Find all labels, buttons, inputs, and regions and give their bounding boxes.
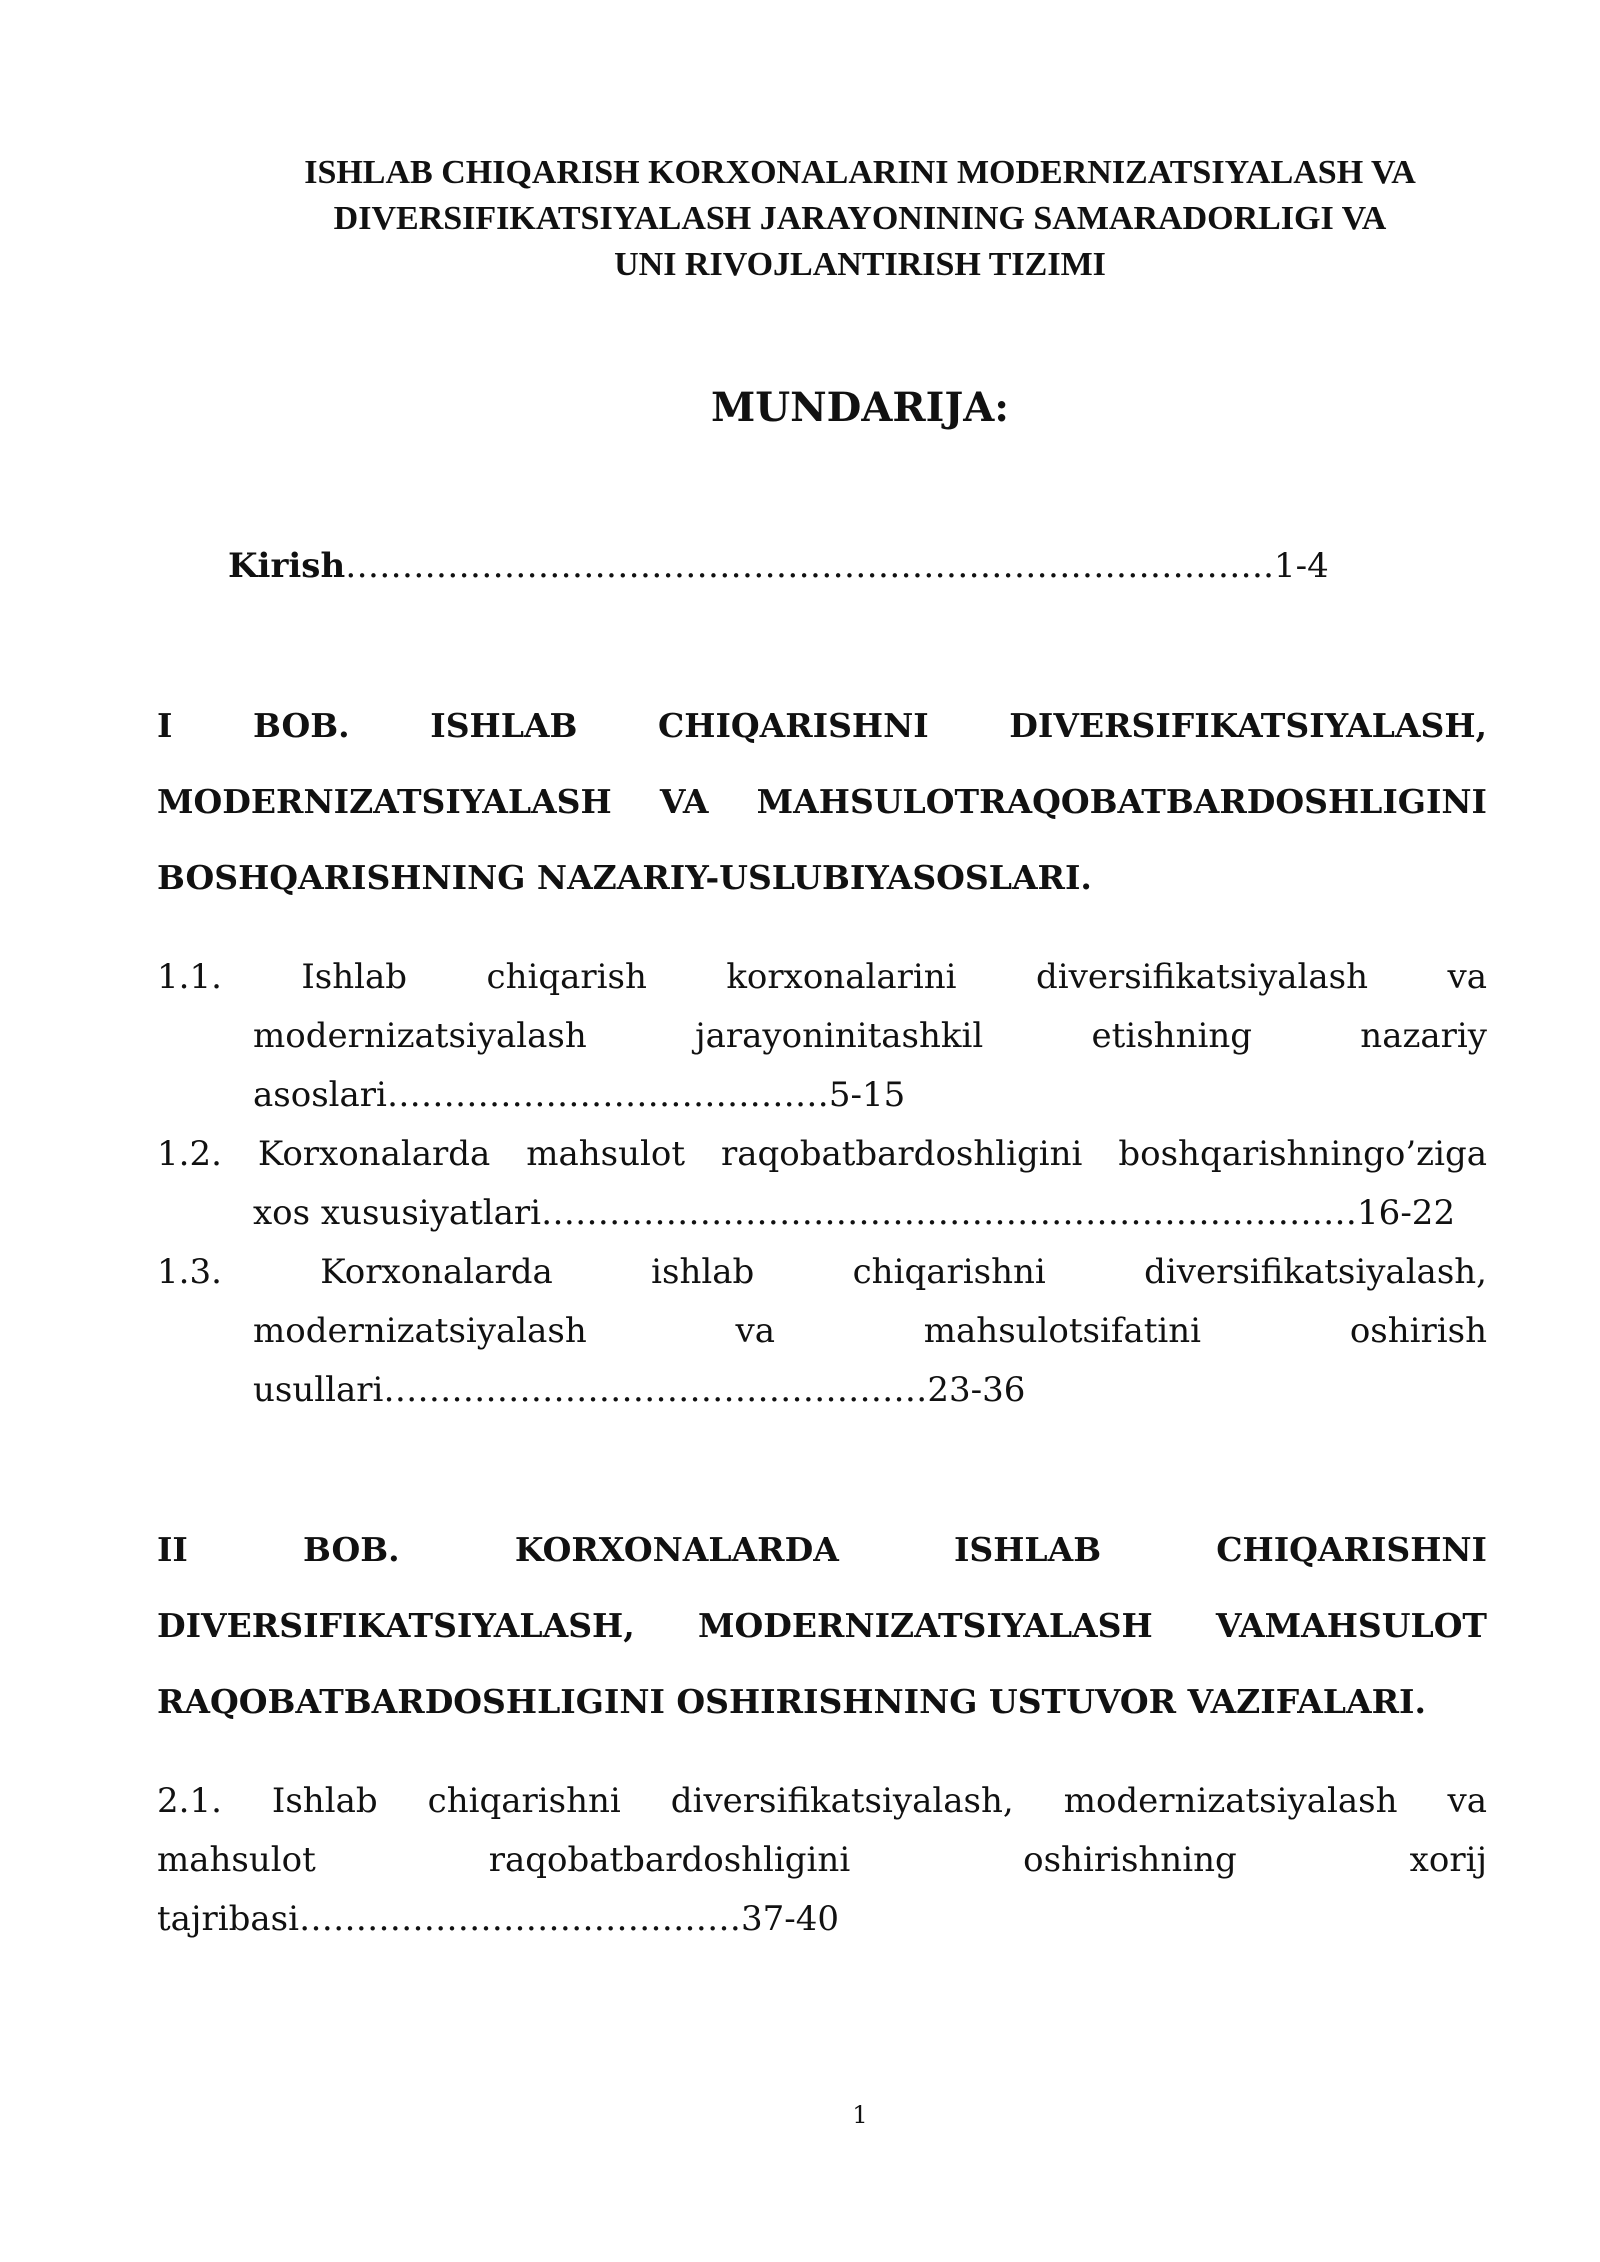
chapter-1-heading-line-2: MODERNIZATSIYALASH VA MAHSULOTRAQOBATBARDOSHLIGINI (157, 782, 1487, 821)
toc-entry-1-3-line-1: 1.3. Korxonalarda ishlab chiqarishni diversifikatsiyalash, (157, 1252, 1487, 1292)
toc-entry-1-2-line-2: xos xususiyatlari………………………………………………………………16-22 (253, 1193, 1456, 1233)
chapter-1-heading (157, 688, 1487, 916)
intro-leader: ………………………………………………………………………. (345, 546, 1274, 586)
title-line-3: UNI RIVOJLANTIRISH TIZIMI (614, 246, 1106, 283)
chapter-1-heading-line-3: BOSHQARISHNING NAZARIY-USLUBIYASOSLARI. (157, 858, 1092, 897)
page-number: 1 (852, 2101, 868, 2129)
toc-entry-2-1 (157, 1772, 1487, 1949)
chapter-2-heading-line-2: DIVERSIFIKATSIYALASH, MODERNIZATSIYALASH VAMAHSULOT (157, 1606, 1487, 1645)
toc-entry-1-1 (157, 948, 1487, 1125)
title-line-1: ISHLAB CHIQARISH KORXONALARINI MODERNIZATSIYALASH VA (304, 154, 1416, 191)
toc-entry-1-2-line-1: 1.2. Korxonalarda mahsulot raqobatbardoshligini boshqarishningo’ziga (157, 1134, 1487, 1174)
chapter-1-heading-line-1: I BOB. ISHLAB CHIQARISHNI DIVERSIFIKATSIYALASH, (157, 706, 1487, 745)
chapter-2-heading-line-3: RAQOBATBARDOSHLIGINI OSHIRISHNING USTUVOR VAZIFALARI. (157, 1682, 1426, 1721)
title-line-2: DIVERSIFIKATSIYALASH JARAYONINING SAMARADORLIGI VA (333, 200, 1387, 237)
toc-entry-1-1-line-3: asoslari…………………………………5-15 (253, 1075, 906, 1115)
chapter-2-heading-line-1: II BOB. KORXONALARDA ISHLAB CHIQARISHNI (157, 1530, 1487, 1569)
toc-entry-1-3 (157, 1243, 1487, 1420)
toc-entry-1-1-line-2: modernizatsiyalash jarayoninitashkil etishning nazariy (253, 1016, 1487, 1056)
toc-entry-1-2 (157, 1125, 1487, 1243)
toc-entry-2-1-line-2: mahsulot raqobatbardoshligini oshirishning xorij (157, 1840, 1487, 1880)
toc-entry-1-3-line-2: modernizatsiyalash va mahsulotsifatini oshirish (253, 1311, 1487, 1351)
toc-entry-intro (228, 540, 1428, 592)
chapter-1-entries (157, 948, 1487, 1420)
document-title (230, 150, 1490, 288)
toc-entry-1-3-line-3: usullari…………………………………………23-36 (253, 1370, 1026, 1410)
toc-entry-2-1-line-3: tajribasi…………………………………37-40 (157, 1899, 839, 1939)
intro-pages: 1-4 (1273, 546, 1329, 586)
chapter-2-heading (157, 1512, 1487, 1740)
chapter-2-entries (157, 1772, 1487, 1949)
toc-heading: MUNDARIJA: (710, 384, 1010, 431)
toc-entry-2-1-line-1: 2.1. Ishlab chiqarishni diversifikatsiyalash, modernizatsiyalash va (157, 1781, 1487, 1821)
intro-label: Kirish (228, 546, 346, 586)
toc-entry-1-1-line-1: 1.1. Ishlab chiqarish korxonalarini diversifikatsiyalash va (157, 957, 1487, 997)
